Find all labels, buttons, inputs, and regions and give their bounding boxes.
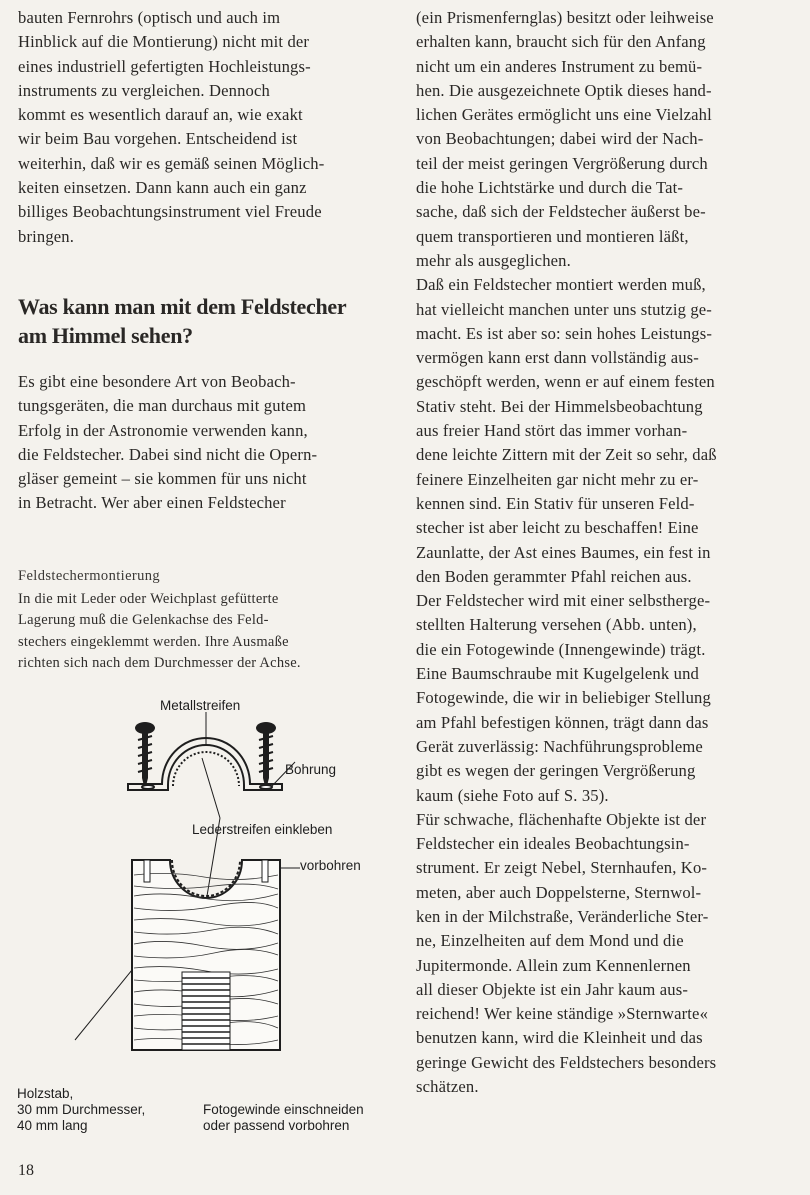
text-line: ken in der Milchstraße, Veränderliche Ster-	[416, 906, 709, 926]
text-line: die hohe Lichtstärke und durch die Tat-	[416, 178, 684, 198]
text-line: den Boden gerammter Pfahl reichen aus.	[416, 566, 692, 586]
text-line: Feldstecher ein ideales Beobachtungsin-	[416, 834, 690, 854]
text-line: (ein Prismenfernglas) besitzt oder leihweise	[416, 8, 714, 27]
text-line: gibt es wegen der geringen Vergrößerung	[416, 761, 696, 781]
intro-paragraph	[18, 6, 391, 249]
label-holzstab	[17, 1086, 145, 1134]
text-line: richten sich nach dem Durchmesser der Achse.	[18, 655, 301, 672]
text-line: von Beobachtungen; dabei wird der Nach-	[416, 129, 704, 149]
label-fotogewinde	[203, 1102, 364, 1134]
text-line: Hinblick auf die Montierung) nicht mit der	[18, 32, 310, 52]
label-bohrung: Bohrung	[285, 762, 337, 777]
figure-caption-body	[18, 589, 391, 675]
text-line: geschöpft werden, wenn er auf einem festen	[416, 372, 715, 392]
text-line: mehr als ausgeglichen.	[416, 250, 571, 270]
text-line: strument. Er zeigt Nebel, Sternhaufen, Ko-	[416, 858, 708, 878]
text-line: keiten einsetzen. Dann kann auch ein ganz	[18, 178, 307, 198]
text-line: am Pfahl befestigen können, trägt dann das	[416, 712, 709, 732]
text-line: 30 mm Durchmesser,	[17, 1102, 146, 1117]
text-line: teil der meist geringen Vergrößerung durch	[416, 153, 708, 173]
text-line: hen. Die ausgezeichnete Optik dieses hand-	[416, 80, 712, 100]
text-line: bringen.	[18, 226, 75, 246]
text-line: erhalten kann, braucht sich für den Anfang	[416, 32, 706, 52]
right-column	[416, 6, 795, 1099]
text-line: kommt es wesentlich darauf an, wie exakt	[18, 105, 303, 125]
text-line: dene leichte Zittern mit der Zeit so sehr, daß	[416, 445, 717, 465]
text-line: geringe Gewicht des Feldstechers besonders	[416, 1052, 717, 1072]
text-line: Was kann man mit dem Feldstecher	[18, 293, 347, 319]
paragraph-prismenfernglas	[416, 6, 795, 273]
text-line: eines industriell gefertigten Hochleistungs-	[18, 56, 311, 76]
text-line: Zaunlatte, der Ast eines Baumes, ein fest in	[416, 542, 711, 562]
text-line: Stativ steht. Bei der Himmelsbeobachtung	[416, 396, 703, 416]
text-line: in Betracht. Wer aber einen Feldstecher	[18, 493, 286, 513]
text-line: Holzstab,	[17, 1086, 74, 1101]
text-line: sache, daß sich der Feldstecher äußerst be-	[416, 202, 706, 222]
text-line: Erfolg in der Astronomie verwenden kann,	[18, 420, 308, 440]
text-line: benutzen kann, wird die Kleinheit und das	[416, 1028, 703, 1048]
text-line: In die mit Leder oder Weichplast gefütterte	[18, 590, 279, 607]
mount-diagram	[10, 690, 410, 1160]
text-line: lichen Gerätes ermöglicht uns eine Vielzahl	[416, 105, 712, 125]
text-line: gläser gemeint – sie kommen für uns nicht	[18, 469, 307, 489]
metal-strip	[128, 738, 282, 790]
text-line: Der Feldstecher wird mit einer selbstherge-	[416, 591, 711, 611]
text-line: quem transportieren und montieren läßt,	[416, 226, 689, 246]
text-line: 40 mm lang	[17, 1118, 88, 1133]
text-line: Für schwache, flächenhafte Objekte ist der	[416, 809, 707, 829]
paragraph-montierung	[416, 273, 795, 808]
text-line: die ein Fotogewinde (Innengewinde) trägt.	[416, 639, 706, 659]
thread-bore	[182, 972, 230, 1050]
text-line: weiterhin, daß wir es gemäß seinen Möglich-	[18, 153, 325, 173]
text-line: schätzen.	[416, 1077, 479, 1097]
wood-block	[132, 860, 280, 1050]
text-line: Fotogewinde einschneiden	[203, 1102, 364, 1117]
text-line: ne, Einzelheiten auf dem Mond und die	[416, 931, 684, 951]
text-line: vermögen kann erst dann vollständig aus-	[416, 348, 699, 368]
text-line: tungsgeräten, die man durchaus mit gutem	[18, 396, 307, 416]
page-number: 18	[18, 1162, 34, 1179]
text-line: reichend! Wer keine ständige »Sternwarte«	[416, 1004, 709, 1024]
text-line: Es gibt eine besondere Art von Beobach-	[18, 371, 296, 391]
text-line: all dieser Objekte ist ein Jahr kaum aus-	[416, 979, 689, 999]
label-vorbohren: vorbohren	[300, 858, 361, 873]
text-line: Gerät zuverlässig: Nachführungsprobleme	[416, 736, 703, 756]
text-line: oder passend vorbohren	[203, 1118, 350, 1133]
label-lederstreifen: Lederstreifen einkleben	[192, 822, 333, 837]
text-line: Eine Baumschraube mit Kugelgelenk und	[416, 664, 699, 684]
text-line: stechers eingeklemmt werden. Ihre Ausmaße	[18, 633, 289, 650]
text-line: Lagerung muß die Gelenkachse des Feld-	[18, 612, 269, 629]
section-paragraph	[18, 370, 391, 516]
section-heading	[18, 292, 391, 350]
text-line: kennen sind. Ein Stativ für unseren Feld-	[416, 493, 695, 513]
screw-left	[135, 722, 155, 790]
label-metallstreifen: Metallstreifen	[160, 698, 241, 713]
screw-right	[256, 722, 276, 790]
text-line: kaum (siehe Foto auf S. 35).	[416, 785, 609, 805]
figure-caption-title: Feldstechermontierung	[18, 567, 161, 584]
text-line: meten, aber auch Doppelsterne, Sternwol-	[416, 882, 702, 902]
paragraph-objekte	[416, 808, 795, 1100]
text-line: macht. Es ist aber so: sein hohes Leistungs-	[416, 323, 713, 343]
text-line: Daß ein Feldstecher montiert werden muß,	[416, 275, 706, 295]
text-line: feinere Einzelheiten gar nicht mehr zu er-	[416, 469, 699, 489]
text-line: stecher ist aber leicht zu beschaffen! Eine	[416, 518, 699, 538]
text-line: stellten Halterung versehen (Abb. unten),	[416, 615, 697, 635]
text-line: Fotogewinde, die wir in beliebiger Stellung	[416, 688, 711, 708]
text-line: wir beim Bau vorgehen. Entscheidend ist	[18, 129, 298, 149]
text-line: bauten Fernrohrs (optisch und auch im	[18, 8, 281, 27]
text-line: Jupitermonde. Allein zum Kennenlernen	[416, 955, 691, 975]
text-line: die Feldstecher. Dabei sind nicht die Opern-	[18, 444, 318, 464]
text-line: aus freier Hand stört das immer vorhan-	[416, 421, 688, 441]
left-column	[18, 6, 391, 675]
text-line: hat vielleicht manchen unter uns stutzig ge-	[416, 299, 712, 319]
text-line: instruments zu vergleichen. Dennoch	[18, 80, 270, 100]
text-line: am Himmel sehen?	[18, 322, 193, 348]
text-line: nicht um ein anderes Instrument zu bemü-	[416, 56, 703, 76]
text-line: billiges Beobachtungsinstrument viel Freude	[18, 202, 322, 222]
